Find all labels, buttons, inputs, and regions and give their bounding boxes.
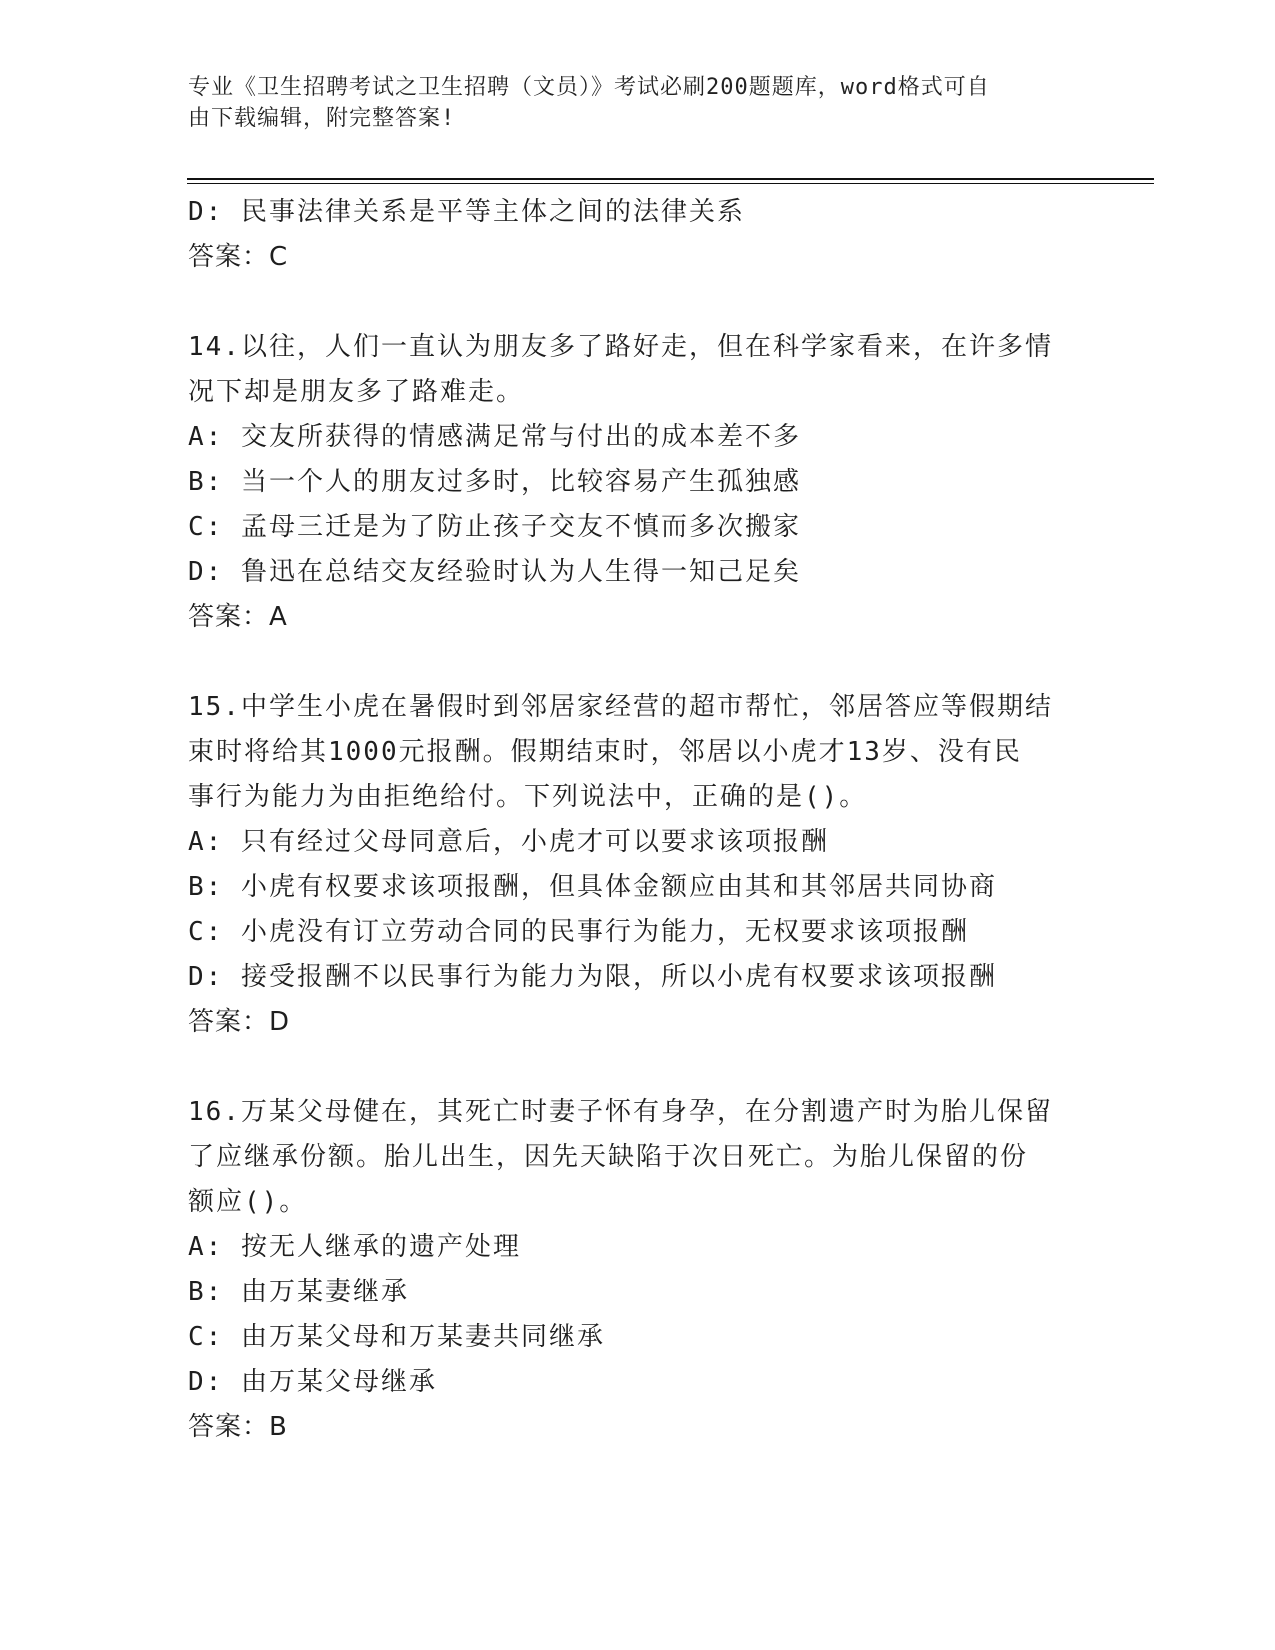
header-divider-thick xyxy=(187,178,1154,180)
question-text-line: 15.中学生小虎在暑假时到邻居家经营的超市帮忙，邻居答应等假期结 xyxy=(188,692,1053,722)
question-text-line: 16.万某父母健在，其死亡时妻子怀有身孕，在分割遗产时为胎儿保留 xyxy=(188,1097,1053,1127)
option-b: B: 小虎有权要求该项报酬，但具体金额应由其和其邻居共同协商 xyxy=(188,872,997,902)
question-text-line: 事行为能力为由拒绝给付。下列说法中，正确的是()。 xyxy=(188,782,868,812)
option-b: B: 由万某妻继承 xyxy=(188,1277,409,1307)
question-text-line: 14.以往，人们一直认为朋友多了路好走，但在科学家看来，在许多情 xyxy=(188,332,1053,362)
question-15 xyxy=(188,685,1088,1045)
answer-line: 答案：B xyxy=(188,1412,288,1442)
header-divider-thin xyxy=(187,183,1154,184)
question-text-line: 额应()。 xyxy=(188,1187,308,1217)
option-a: A: 只有经过父母同意后，小虎才可以要求该项报酬 xyxy=(188,827,829,857)
option-b: B: 当一个人的朋友过多时，比较容易产生孤独感 xyxy=(188,467,801,497)
answer-line: 答案：D xyxy=(188,1007,291,1037)
option-a: A: 交友所获得的情感满足常与付出的成本差不多 xyxy=(188,422,801,452)
option-d: D: 民事法律关系是平等主体之间的法律关系 xyxy=(188,197,745,227)
option-c: C: 由万某父母和万某妻共同继承 xyxy=(188,1322,605,1352)
option-d: D: 由万某父母继承 xyxy=(188,1367,437,1397)
question-14 xyxy=(188,325,1088,640)
answer-line: 答案：C xyxy=(188,242,289,272)
header-line-1: 专业《卫生招聘考试之卫生招聘（文员）》考试必刷200题题库，word格式可自 xyxy=(188,75,990,100)
document-header xyxy=(188,72,1088,134)
question-text-line: 束时将给其1000元报酬。假期结束时，邻居以小虎才13岁、没有民 xyxy=(188,737,1022,767)
carryover-block xyxy=(188,190,1088,280)
header-line-2: 由下载编辑，附完整答案! xyxy=(188,106,456,131)
answer-line: 答案：A xyxy=(188,602,288,632)
option-a: A: 按无人继承的遗产处理 xyxy=(188,1232,521,1262)
question-text-line: 了应继承份额。胎儿出生，因先天缺陷于次日死亡。为胎儿保留的份 xyxy=(188,1142,1029,1172)
option-d: D: 接受报酬不以民事行为能力为限，所以小虎有权要求该项报酬 xyxy=(188,962,997,992)
question-text-line: 况下却是朋友多了路难走。 xyxy=(188,377,525,407)
option-d: D: 鲁迅在总结交友经验时认为人生得一知己足矣 xyxy=(188,557,801,587)
option-c: C: 孟母三迁是为了防止孩子交友不慎而多次搬家 xyxy=(188,512,801,542)
option-c: C: 小虎没有订立劳动合同的民事行为能力，无权要求该项报酬 xyxy=(188,917,969,947)
document-body xyxy=(188,190,1088,1450)
question-16 xyxy=(188,1090,1088,1450)
